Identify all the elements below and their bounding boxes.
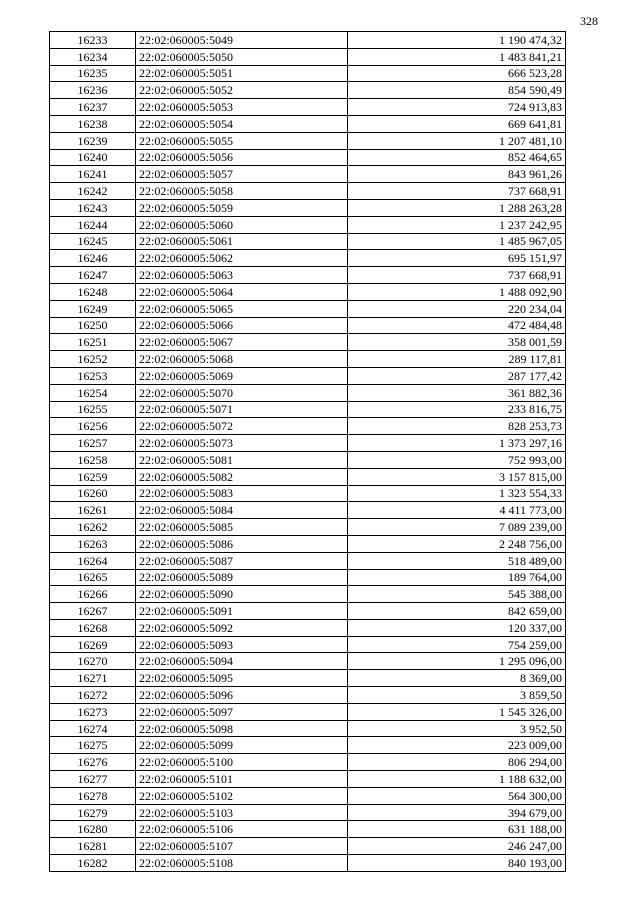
table-row [50,82,566,99]
row-number-cell: 16266 [50,586,136,603]
table-row [50,216,566,233]
table-row [50,384,566,401]
cadastral-value-cell: 1 485 967,05 [348,233,566,250]
cadastral-number-cell: 22:02:060005:5107 [136,838,348,855]
table-row [50,838,566,855]
cadastral-number-cell: 22:02:060005:5071 [136,401,348,418]
cadastral-value-cell: 233 816,75 [348,401,566,418]
row-number-cell: 16251 [50,334,136,351]
table-row [50,233,566,250]
table-row [50,603,566,620]
table-row [50,569,566,586]
row-number-cell: 16243 [50,199,136,216]
cadastral-number-cell: 22:02:060005:5091 [136,603,348,620]
table-body [50,32,566,872]
row-number-cell: 16233 [50,32,136,49]
table-row [50,317,566,334]
cadastral-number-cell: 22:02:060005:5069 [136,367,348,384]
row-number-cell: 16278 [50,787,136,804]
cadastral-value-cell: 1 207 481,10 [348,132,566,149]
table-row [50,502,566,519]
row-number-cell: 16277 [50,771,136,788]
row-number-cell: 16245 [50,233,136,250]
row-number-cell: 16234 [50,48,136,65]
table-row [50,451,566,468]
row-number-cell: 16265 [50,569,136,586]
table-row [50,804,566,821]
cadastral-value-cell: 289 117,81 [348,351,566,368]
cadastral-value-cell: 7 089 239,00 [348,519,566,536]
table-row [50,283,566,300]
cadastral-value-cell: 189 764,00 [348,569,566,586]
table-row [50,737,566,754]
cadastral-value-cell: 842 659,00 [348,603,566,620]
cadastral-value-cell: 545 388,00 [348,586,566,603]
row-number-cell: 16263 [50,535,136,552]
cadastral-number-cell: 22:02:060005:5084 [136,502,348,519]
row-number-cell: 16239 [50,132,136,149]
table-row [50,485,566,502]
row-number-cell: 16273 [50,703,136,720]
cadastral-number-cell: 22:02:060005:5100 [136,754,348,771]
cadastral-value-cell: 1 188 632,00 [348,771,566,788]
cadastral-number-cell: 22:02:060005:5086 [136,535,348,552]
cadastral-number-cell: 22:02:060005:5060 [136,216,348,233]
row-number-cell: 16253 [50,367,136,384]
cadastral-number-cell: 22:02:060005:5050 [136,48,348,65]
cadastral-number-cell: 22:02:060005:5073 [136,435,348,452]
cadastral-number-cell: 22:02:060005:5098 [136,720,348,737]
table-row [50,65,566,82]
cadastral-value-cell: 854 590,49 [348,82,566,99]
table-row [50,855,566,872]
row-number-cell: 16258 [50,451,136,468]
cadastral-number-cell: 22:02:060005:5053 [136,99,348,116]
cadastral-value-cell: 1 237 242,95 [348,216,566,233]
cadastral-number-cell: 22:02:060005:5072 [136,418,348,435]
table-row [50,250,566,267]
cadastral-number-cell: 22:02:060005:5049 [136,32,348,49]
row-number-cell: 16276 [50,754,136,771]
row-number-cell: 16240 [50,149,136,166]
cadastral-value-cell: 1 545 326,00 [348,703,566,720]
cadastral-number-cell: 22:02:060005:5089 [136,569,348,586]
row-number-cell: 16259 [50,468,136,485]
cadastral-value-cell: 806 294,00 [348,754,566,771]
table-row [50,636,566,653]
row-number-cell: 16257 [50,435,136,452]
cadastral-number-cell: 22:02:060005:5097 [136,703,348,720]
row-number-cell: 16267 [50,603,136,620]
cadastral-value-cell: 737 668,91 [348,267,566,284]
page-number: 328 [580,14,598,28]
row-number-cell: 16236 [50,82,136,99]
table-row [50,199,566,216]
cadastral-value-cell: 840 193,00 [348,855,566,872]
cadastral-value-cell: 4 411 773,00 [348,502,566,519]
cadastral-value-cell: 852 464,65 [348,149,566,166]
cadastral-number-cell: 22:02:060005:5055 [136,132,348,149]
cadastral-value-cell: 2 248 756,00 [348,535,566,552]
row-number-cell: 16249 [50,300,136,317]
table-row [50,787,566,804]
table-row [50,267,566,284]
table-row [50,401,566,418]
cadastral-number-cell: 22:02:060005:5083 [136,485,348,502]
table-row [50,334,566,351]
cadastral-number-cell: 22:02:060005:5054 [136,115,348,132]
cadastral-value-cell: 3 952,50 [348,720,566,737]
cadastral-value-cell: 724 913,83 [348,99,566,116]
cadastral-value-cell: 1 488 092,90 [348,283,566,300]
cadastral-value-cell: 120 337,00 [348,619,566,636]
table-row [50,586,566,603]
row-number-cell: 16247 [50,267,136,284]
table-row [50,99,566,116]
cadastral-number-cell: 22:02:060005:5103 [136,804,348,821]
table-row [50,653,566,670]
table-row [50,670,566,687]
cadastral-value-cell: 631 188,00 [348,821,566,838]
row-number-cell: 16281 [50,838,136,855]
cadastral-value-cell: 695 151,97 [348,250,566,267]
table-row [50,468,566,485]
row-number-cell: 16272 [50,687,136,704]
cadastral-number-cell: 22:02:060005:5058 [136,183,348,200]
table-row [50,720,566,737]
table-row [50,115,566,132]
cadastral-value-cell: 220 234,04 [348,300,566,317]
cadastral-value-cell: 223 009,00 [348,737,566,754]
row-number-cell: 16261 [50,502,136,519]
row-number-cell: 16268 [50,619,136,636]
cadastral-value-cell: 843 961,26 [348,166,566,183]
table-row [50,166,566,183]
row-number-cell: 16269 [50,636,136,653]
cadastral-number-cell: 22:02:060005:5052 [136,82,348,99]
table-row [50,552,566,569]
table-row [50,703,566,720]
cadastral-value-cell: 8 369,00 [348,670,566,687]
row-number-cell: 16255 [50,401,136,418]
row-number-cell: 16280 [50,821,136,838]
cadastral-value-cell: 752 993,00 [348,451,566,468]
cadastral-number-cell: 22:02:060005:5101 [136,771,348,788]
cadastral-value-cell: 287 177,42 [348,367,566,384]
cadastral-number-cell: 22:02:060005:5067 [136,334,348,351]
row-number-cell: 16248 [50,283,136,300]
cadastral-number-cell: 22:02:060005:5096 [136,687,348,704]
cadastral-value-cell: 1 483 841,21 [348,48,566,65]
cadastral-number-cell: 22:02:060005:5061 [136,233,348,250]
cadastral-number-cell: 22:02:060005:5085 [136,519,348,536]
cadastral-value-cell: 669 641,81 [348,115,566,132]
cadastral-value-cell: 361 882,36 [348,384,566,401]
cadastral-value-table [49,31,566,872]
cadastral-number-cell: 22:02:060005:5065 [136,300,348,317]
cadastral-number-cell: 22:02:060005:5090 [136,586,348,603]
cadastral-number-cell: 22:02:060005:5102 [136,787,348,804]
table-row [50,519,566,536]
row-number-cell: 16279 [50,804,136,821]
table-row [50,418,566,435]
cadastral-value-cell: 3 859,50 [348,687,566,704]
table-row [50,149,566,166]
row-number-cell: 16271 [50,670,136,687]
cadastral-value-cell: 358 001,59 [348,334,566,351]
cadastral-number-cell: 22:02:060005:5099 [136,737,348,754]
cadastral-value-cell: 3 157 815,00 [348,468,566,485]
cadastral-number-cell: 22:02:060005:5087 [136,552,348,569]
row-number-cell: 16282 [50,855,136,872]
cadastral-number-cell: 22:02:060005:5095 [136,670,348,687]
table-row [50,771,566,788]
cadastral-number-cell: 22:02:060005:5063 [136,267,348,284]
row-number-cell: 16241 [50,166,136,183]
row-number-cell: 16244 [50,216,136,233]
cadastral-number-cell: 22:02:060005:5081 [136,451,348,468]
cadastral-number-cell: 22:02:060005:5066 [136,317,348,334]
row-number-cell: 16238 [50,115,136,132]
row-number-cell: 16264 [50,552,136,569]
table-row [50,132,566,149]
cadastral-value-cell: 828 253,73 [348,418,566,435]
cadastral-number-cell: 22:02:060005:5094 [136,653,348,670]
row-number-cell: 16260 [50,485,136,502]
table-row [50,435,566,452]
cadastral-value-cell: 394 679,00 [348,804,566,821]
table-row [50,48,566,65]
table-row [50,367,566,384]
cadastral-number-cell: 22:02:060005:5057 [136,166,348,183]
row-number-cell: 16252 [50,351,136,368]
cadastral-number-cell: 22:02:060005:5108 [136,855,348,872]
cadastral-value-cell: 518 489,00 [348,552,566,569]
table-row [50,619,566,636]
row-number-cell: 16270 [50,653,136,670]
cadastral-value-cell: 1 373 297,16 [348,435,566,452]
cadastral-value-cell: 666 523,28 [348,65,566,82]
cadastral-number-cell: 22:02:060005:5062 [136,250,348,267]
row-number-cell: 16242 [50,183,136,200]
row-number-cell: 16274 [50,720,136,737]
row-number-cell: 16235 [50,65,136,82]
cadastral-value-cell: 472 484,48 [348,317,566,334]
cadastral-value-cell: 1 288 263,28 [348,199,566,216]
row-number-cell: 16256 [50,418,136,435]
cadastral-value-cell: 1 323 554,33 [348,485,566,502]
cadastral-number-cell: 22:02:060005:5068 [136,351,348,368]
cadastral-number-cell: 22:02:060005:5082 [136,468,348,485]
cadastral-number-cell: 22:02:060005:5093 [136,636,348,653]
row-number-cell: 16237 [50,99,136,116]
row-number-cell: 16246 [50,250,136,267]
cadastral-number-cell: 22:02:060005:5051 [136,65,348,82]
cadastral-value-cell: 754 259,00 [348,636,566,653]
table-row [50,32,566,49]
cadastral-value-cell: 737 668,91 [348,183,566,200]
cadastral-number-cell: 22:02:060005:5064 [136,283,348,300]
cadastral-number-cell: 22:02:060005:5106 [136,821,348,838]
row-number-cell: 16250 [50,317,136,334]
table-row [50,754,566,771]
table-row [50,821,566,838]
cadastral-value-cell: 564 300,00 [348,787,566,804]
cadastral-number-cell: 22:02:060005:5059 [136,199,348,216]
table-row [50,300,566,317]
cadastral-number-cell: 22:02:060005:5056 [136,149,348,166]
table-row [50,535,566,552]
cadastral-value-cell: 246 247,00 [348,838,566,855]
table-row [50,351,566,368]
cadastral-value-cell: 1 295 096,00 [348,653,566,670]
row-number-cell: 16254 [50,384,136,401]
table-row [50,687,566,704]
row-number-cell: 16275 [50,737,136,754]
table-row [50,183,566,200]
cadastral-number-cell: 22:02:060005:5070 [136,384,348,401]
cadastral-value-cell: 1 190 474,32 [348,32,566,49]
cadastral-number-cell: 22:02:060005:5092 [136,619,348,636]
row-number-cell: 16262 [50,519,136,536]
